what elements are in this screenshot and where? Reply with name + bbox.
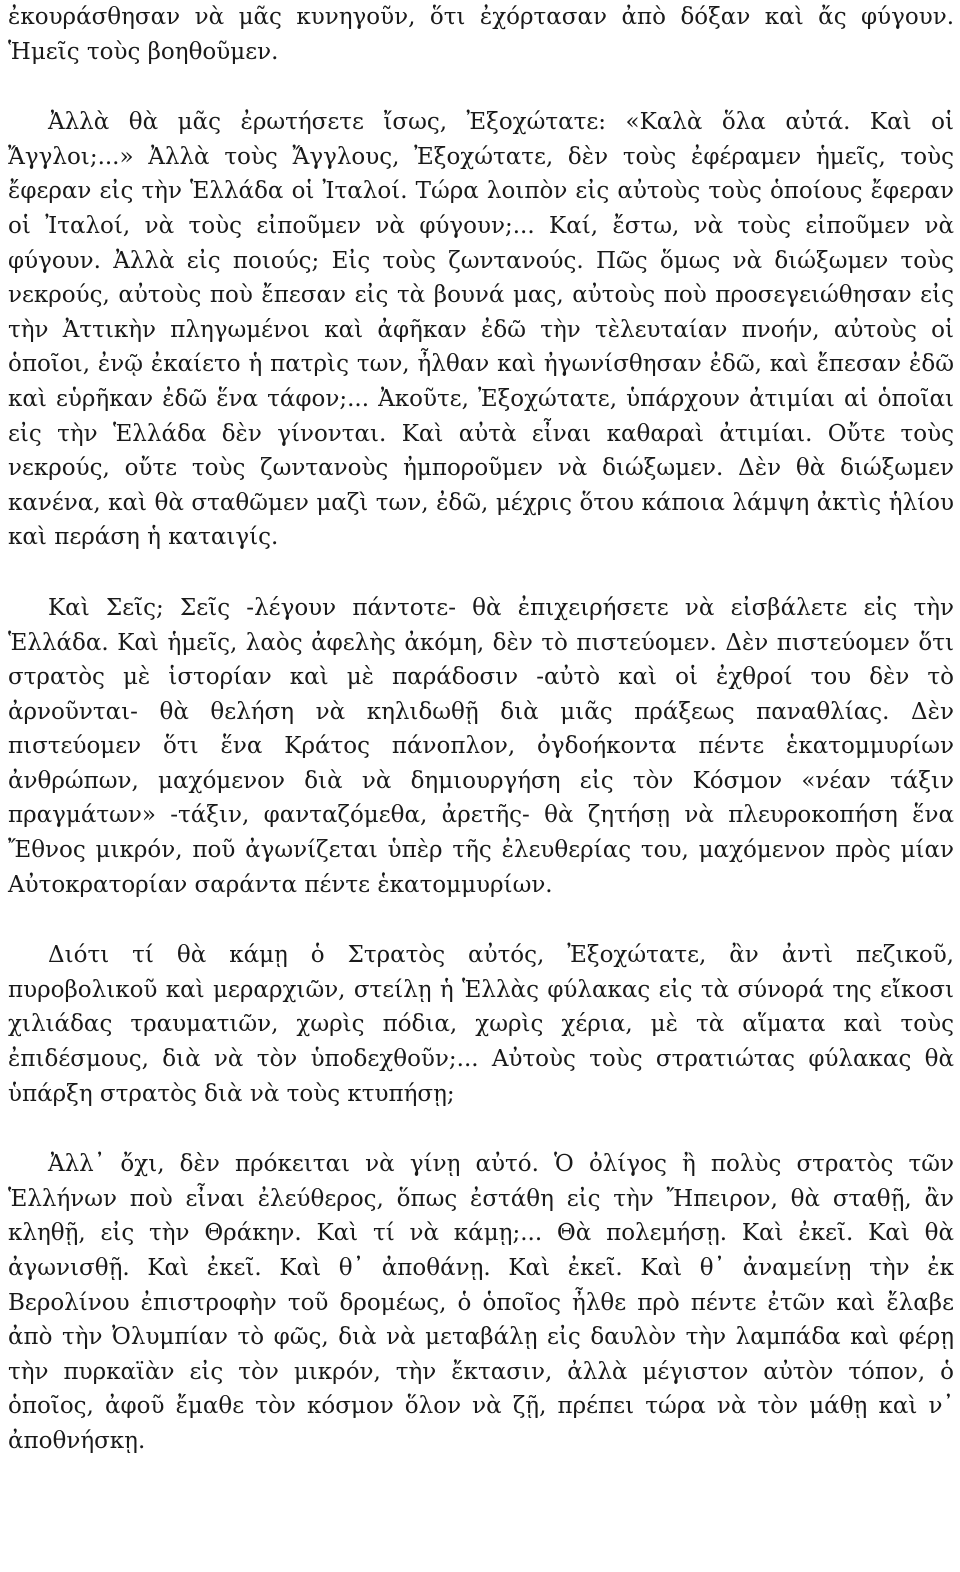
paragraph-2: Ἀλλὰ θὰ μᾶς ἐρωτήσετε ἴσως, Ἐξοχώτατε: «Καλὰ ὅλα αὐτά. Καὶ οἱ Ἄγγλοι;...» Ἀλλὰ τοὺς Ἄγγλους, Ἐξοχώτατε, δὲν τοὺς ἐφέραμεν ἡμεῖς, τοὺς ἔφεραν εἰς τὴν Ἑλλάδα οἱ Ἰταλοί. Τώρα λοιπὸν εἰς αὐτοὺς τοὺς ὁποίους ἔφεραν οἱ Ἰταλοί, νὰ τοὺς εἰποῦμεν νὰ φύγουν;... Καί, ἔστω, νὰ τοὺς εἰποῦμεν νὰ φύγουν. Ἀλλὰ εἰς ποιούς; Εἰς τοὺς ζωντανούς. Πῶς ὅμως νὰ διώξωμεν τοὺς νεκρούς, αὐτοὺς ποὺ ἔπεσαν εἰς τὰ βουνά μας, αὐτοὺς ποὺ προσεγειώθησαν εἰς τὴν Ἀττικὴν πληγωμένοι καὶ ἀφῆκαν ἐδῶ τὴν τὲλευταίαν πνοήν, αὐτοὺς οἱ ὁποῖοι, ἐνῷ ἐκαίετο ἡ πατρὶς των, ἦλθαν καὶ ἠγωνίσθησαν ἐδῶ, καὶ ἔπεσαν ἐδῶ καὶ εὑρῆκαν ἐδῶ ἕνα τάφον;... Ἀκοῦτε, Ἐξοχώτατε, ὑπάρχουν ἀτιμίαι αἱ ὁποῖαι εἰς τὴν Ἑλλάδα δὲν γίνονται. Καὶ αὐτὰ εἶναι καθαραὶ ἀτιμίαι. Οὔτε τοὺς νεκρούς, οὔτε τοὺς ζωντανοὺς ἠμποροῦμεν νὰ διώξωμεν. Δὲν θὰ διώξωμεν κανένα, καὶ θὰ σταθῶμεν μαζὶ των, ἐδῶ, μέχρις ὅτου κάποια λάμψη ἀκτὶς ἡλίου καὶ περάση ἡ καταιγίς. — [8, 109, 954, 551]
paragraph-gap — [8, 69, 954, 105]
paragraph-3: Καὶ Σεῖς; Σεῖς -λέγουν πάντοτε- θὰ ἐπιχειρήσετε νὰ εἰσβάλετε εἰς τὴν Ἑλλάδα. Καὶ ἡμεῖς, λαὸς ἀφελὴς ἀκόμη, δὲν τὸ πιστεύομεν. Δὲν πιστεύομεν ὅτι στρατὸς μὲ ἱστορίαν καὶ μὲ παράδοσιν -αὐτὸ καὶ οἱ ἐχθροί του δὲν τὸ ἀρνοῦνται- θὰ θελήση νὰ κηλιδωθῇ διὰ μιᾶς πράξεως παναθλίας. Δὲν πιστεύομεν ὅτι ἕνα Κράτος πάνοπλον, ὀγδοήκοντα πέντε ἑκατομμυρίων ἀνθρώπων, μαχόμενον διὰ νὰ δημιουργήση εἰς τὸν Κόσμον «νέαν τάξιν πραγμάτων» -τάξιν, φανταζόμεθα, ἀρετῆς- θὰ ζητήσῃ νὰ πλευροκοπήση ἕνα Ἔθνος μικρόν, ποῦ ἀγωνίζεται ὑπὲρ τῆς ἐλευθερίας του, μαχόμενον πρὸς μίαν Αὐτοκρατορίαν σαράντα πέντε ἑκατομμυρίων. — [8, 594, 954, 898]
paragraph-gap — [8, 1111, 954, 1147]
paragraph-1: ἐκουράσθησαν νὰ μᾶς κυνηγοῦν, ὅτι ἐχόρτασαν ἀπὸ δόξαν καὶ ἄς φύγουν. Ἡμεῖς τοὺς βοηθοῦμεν. — [8, 4, 954, 65]
paragraph-gap — [8, 902, 954, 938]
paragraph-4: Διότι τί θὰ κάμῃ ὁ Στρατὸς αὐτός, Ἐξοχώτατε, ἂν ἀντὶ πεζικοῦ, πυροβολικοῦ καὶ μεραρχιῶν, στείλῃ ἡ Ἑλλὰς φύλακας εἰς τὰ σύνορά της εἴκοσι χιλιάδας τραυματιῶν, χωρὶς πόδια, χωρὶς χέρια, μὲ τὰ αἵματα καὶ τοὺς ἐπιδέσμους, διὰ νὰ τὸν ὑποδεχθοῦν;... Αὐτοὺς τοὺς στρατιώτας φύλακας θὰ ὑπάρξη στρατὸς διὰ νὰ τοὺς κτυπήσῃ; — [8, 942, 954, 1107]
paragraph-5: Ἀλλ᾽ ὄχι, δὲν πρόκειται νὰ γίνῃ αὐτό. Ὁ ὀλίγος ἢ πολὺς στρατὸς τῶν Ἑλλήνων ποὺ εἶναι ἐλεύθερος, ὅπως ἐστάθη εἰς τὴν Ἤπειρον, θὰ σταθῇ, ἂν κληθῇ, εἰς τὴν Θράκην. Καὶ τί νὰ κάμῃ;... Θὰ πολεμήσῃ. Καὶ ἐκεῖ. Καὶ θὰ ἀγωνισθῇ. Καὶ ἐκεῖ. Καὶ θ᾽ ἀποθάνῃ. Καὶ ἐκεῖ. Καὶ θ᾽ ἀναμείνῃ τὴν ἐκ Βερολίνου ἐπιστροφὴν τοῦ δρομέως, ὁ ὁποῖος ἦλθε πρὸ πέντε ἐτῶν καὶ ἔλαβε ἀπὸ τὴν Ὀλυμπίαν τὸ φῶς, διὰ νὰ μεταβάλῃ εἰς δαυλὸν τὴν λαμπάδα καὶ φέρῃ τὴν πυρκαϊὰν εἰς τὸν μικρόν, τὴν ἔκτασιν, ἀλλὰ μέγιστον αὐτὸν τόπον, ὁ ὁποῖος, ἀφοῦ ἔμαθε τὸν κόσμον ὅλον νὰ ζῇ, πρέπει τώρα νὰ τὸν μάθῃ καὶ ν᾽ ἀποθνήσκῃ. — [8, 1151, 954, 1454]
paragraph-gap — [8, 555, 954, 591]
